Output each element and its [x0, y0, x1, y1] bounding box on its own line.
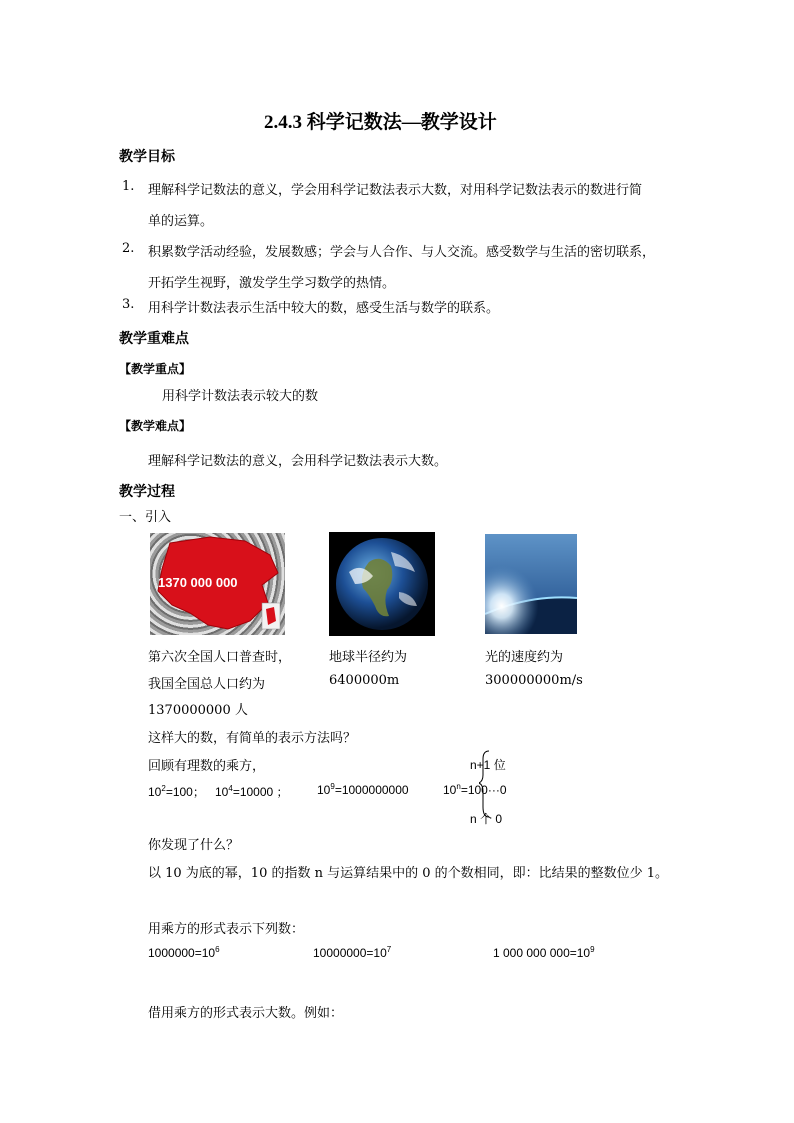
closing-text: 借用乘方的形式表示大数。例如： [148, 1006, 344, 1021]
key-point-label: 【教学重点】 [119, 362, 192, 376]
key-point-text: 用科学计数法表示较大的数 [162, 389, 319, 404]
exercise-2: $10000000=10^7$ [313, 945, 392, 960]
goal-1-num: 1. [122, 179, 135, 194]
goal-2-line2: 开拓学生视野，激发学生学习数学的热情。 [148, 276, 396, 291]
caption-light-line1: 光的速度约为 [485, 650, 564, 665]
caption-light-line2: 300000000m/s [485, 673, 583, 688]
question-discovery: 你发现了什么？ [148, 838, 240, 853]
goal-2-line1: 积累数学活动经验，发展数感；学会与人合作、与人交流。感受数学与生活的密切联系， [148, 245, 656, 260]
earth-icon [329, 532, 435, 636]
power-example-n: $10^n=100\cdot\cdot\cdot 0$ [443, 782, 507, 797]
caption-population-line1: 第六次全国人口普查时， [148, 650, 292, 665]
brace-label-zeros: n 个 0 [470, 812, 503, 826]
power-example-1: $10^2=100$； [148, 784, 205, 799]
light-horizon-image [485, 534, 577, 634]
brace-icon [479, 749, 493, 819]
caption-earth-line2: 6400000m [329, 673, 400, 688]
power-example-3: $10^9=1000000000$ [317, 782, 409, 797]
difficult-point-text: 理解科学记数法的意义，会用科学记数法表示大数。 [148, 454, 448, 469]
sunlight-icon [485, 534, 577, 634]
caption-population-line2: 我国全国总人口约为 [148, 677, 266, 692]
goal-1-line2: 单的运算。 [148, 214, 214, 229]
china-population-image [150, 533, 285, 635]
goal-1-line1: 理解科学记数法的意义，学会用科学记数法表示大数，对用科学记数法表示的数进行简 [148, 183, 643, 198]
goal-3-line1: 用科学计数法表示生活中较大的数，感受生活与数学的联系。 [148, 301, 500, 316]
exercise-3: 1 000 000 $000=10^9$ [493, 945, 595, 960]
goal-3-num: 3. [122, 297, 135, 312]
heading-key-difficult: 教学重难点 [119, 331, 189, 347]
china-map-label: 1370 000 000 [158, 575, 238, 590]
finding-text: 以 10 为底的幂，10 的指数 n 与运算结果中的 0 的个数相同，即：比结果的整数位少 1。 [148, 866, 669, 881]
difficult-point-label: 【教学难点】 [119, 419, 192, 433]
page-title: 2.4.3 科学记数法—教学设计 [264, 112, 497, 133]
exercise-intro: 用乘方的形式表示下列数： [148, 922, 305, 937]
caption-population-line3: 1370000000 人 [148, 703, 248, 718]
goal-2-num: 2. [122, 241, 135, 256]
brace-label-digits: n+1 位 [470, 758, 506, 772]
heading-goals: 教学目标 [119, 149, 175, 165]
exercise-1: $1000000=10^6$ [148, 945, 220, 960]
caption-earth-line1: 地球半径约为 [329, 650, 408, 665]
intro-label: 一、引入 [119, 510, 172, 525]
heading-process: 教学过程 [119, 484, 175, 500]
review-powers: 回顾有理数的乘方， [148, 759, 266, 774]
power-example-2: $10^4=10000$ ； [215, 784, 289, 799]
earth-image [329, 532, 435, 636]
question-simple-notation: 这样大的数，有简单的表示方法吗？ [148, 731, 357, 746]
